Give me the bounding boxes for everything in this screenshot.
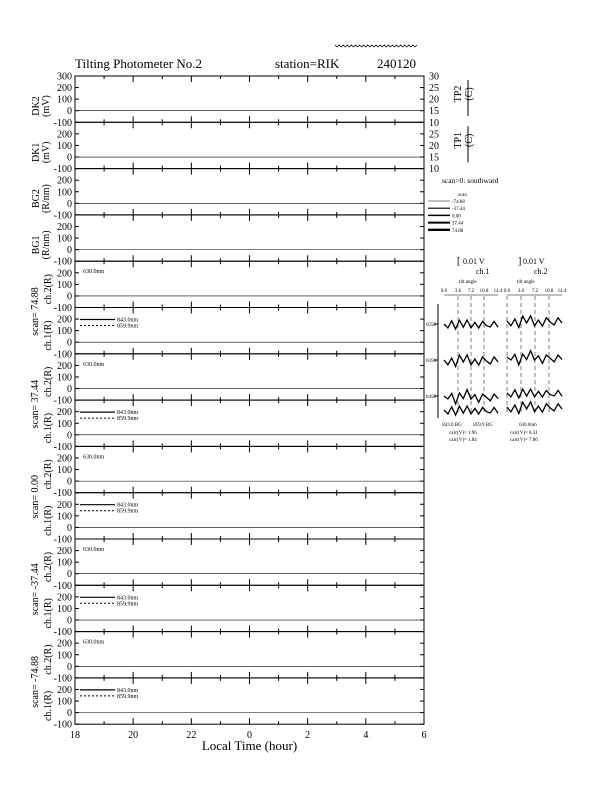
mini-trace (507, 389, 562, 398)
legend-859: 859.9nm (117, 323, 139, 330)
wavelength-note: 630.0nm (83, 361, 105, 368)
right-tick-label: 20 (429, 140, 439, 152)
y-tick-label: 200 (57, 360, 72, 372)
scan-label: scan= -37.44 (30, 563, 41, 616)
panel-unit: (mV) (41, 95, 52, 117)
scan-direction-note: scan>0: southward (442, 176, 499, 185)
panel (43, 308, 424, 361)
tilt-tick-label: 7.2 (531, 289, 539, 294)
y-tick-label: 0 (67, 152, 72, 164)
y-tick-label: 0 (67, 615, 72, 627)
channel-label: ch.1(R) (43, 505, 54, 536)
y-tick-label: -100 (53, 488, 72, 500)
y-tick-label: 200 (57, 129, 72, 141)
panel-label: BG1 (31, 235, 42, 255)
y-tick-label: 100 (57, 372, 72, 384)
panel (31, 215, 424, 268)
y-tick-label: 100 (57, 326, 72, 338)
calc-ch2: calc(V)= 8.31 (510, 431, 538, 436)
y-tick-label: 100 (57, 279, 72, 291)
ch2-scale: 0.01 V (523, 257, 545, 266)
x-axis (70, 730, 427, 753)
wavelength-note: 630.0nm (83, 639, 105, 646)
channel-label: ch.2(R) (43, 366, 54, 397)
y-tick-label: -100 (53, 256, 72, 268)
legend-859: 859.9nm (117, 693, 139, 700)
calc-ch1: calc(V)= 1.96 (449, 431, 477, 436)
station-label: station=RIK (275, 56, 340, 71)
y-tick-label: -100 (53, 534, 72, 546)
x-tick-label: 4 (363, 730, 369, 742)
ch2-label: ch.2 (534, 267, 548, 276)
y-tick-label: -100 (53, 441, 72, 453)
right-tick-label: 15 (429, 106, 439, 118)
panel-frame (75, 169, 424, 215)
panel (31, 72, 475, 129)
mini-trace (507, 316, 562, 328)
y-tick-label: 100 (57, 557, 72, 569)
scan-legend-value: 74.88 (452, 228, 464, 234)
scan-legend-value: 0.00 (452, 214, 461, 220)
y-tick-label: -100 (53, 395, 72, 407)
right-tick-label: 25 (429, 83, 439, 95)
y-tick-label: 100 (57, 650, 72, 662)
y-tick-label: 200 (57, 175, 72, 187)
channel-label: ch.1(R) (43, 598, 54, 629)
y-tick-label: 200 (57, 407, 72, 419)
y-tick-label: 0 (67, 569, 72, 581)
panel (43, 400, 424, 453)
scan-legend-value: -37.44 (452, 207, 465, 213)
panel-frame (75, 400, 424, 446)
tilt-tick-label: 14.4 (493, 289, 503, 294)
scan-legend-value: -74.88 (452, 200, 465, 205)
legend-843: 843.0nm (117, 317, 139, 324)
right-tick-label: 25 (429, 129, 439, 141)
y-tick-label: 0 (67, 522, 72, 534)
mini-bottom-label: 630.0nm (519, 423, 537, 428)
temp-unit: (C) (464, 87, 475, 101)
y-tick-label: 200 (57, 684, 72, 696)
mini-row-label: 0356 (426, 359, 436, 364)
bracket-icon: ] (518, 256, 522, 267)
panel (43, 678, 424, 731)
mini-bottom-label: 859.9 BG (473, 423, 493, 428)
ch1-scale: 0.01 V (463, 257, 485, 266)
y-tick-label: 0 (67, 106, 72, 118)
panel-unit: (mV) (41, 141, 52, 164)
wavelength-note: 630.0nm (83, 269, 105, 276)
y-tick-label: -100 (53, 164, 72, 176)
y-tick-label: 200 (57, 83, 72, 95)
figure-title: Tilting Photometer No.2 (75, 56, 203, 71)
y-tick-label: -100 (53, 627, 72, 639)
y-tick-label: 0 (67, 291, 72, 303)
y-tick-label: 0 (67, 661, 72, 673)
y-tick-label: 300 (57, 71, 72, 83)
y-tick-label: 100 (57, 696, 72, 708)
panel-unit: (R/nm) (41, 184, 52, 214)
panel (30, 446, 424, 518)
right-tick-label: 15 (429, 152, 439, 164)
legend-859: 859.9nm (117, 601, 139, 608)
legend-843: 843.0nm (117, 595, 139, 602)
scan-label: scan= 37.44 (30, 379, 41, 429)
y-tick-label: 200 (57, 592, 72, 604)
y-tick-label: 200 (57, 453, 72, 465)
tilt-tick-label: 0.0 (440, 289, 448, 294)
panel-frame (75, 76, 424, 122)
tilt-label-ch2: tilt angle (517, 280, 535, 285)
x-tick-label: 18 (70, 730, 80, 742)
channel-label: ch.2(R) (43, 551, 54, 583)
wavelength-note: 630.0nm (83, 547, 105, 553)
tilt-tick-label: 3.6 (454, 289, 462, 294)
y-tick-label: 200 (57, 638, 72, 650)
y-tick-label: 100 (57, 233, 72, 245)
panel-label: DK2 (31, 96, 42, 116)
x-tick-label: 6 (421, 730, 427, 742)
y-tick-label: 100 (57, 465, 72, 477)
y-tick-label: -100 (53, 117, 72, 129)
y-tick-label: 0 (67, 384, 72, 396)
legend-843: 843.0nm (117, 502, 139, 509)
panel-frame (75, 261, 424, 307)
panel (43, 585, 424, 638)
right-tick-label: 20 (429, 94, 439, 106)
panel-frame (75, 308, 424, 354)
tilt-tick-label: 3.6 (517, 289, 525, 294)
tilt-tick-label: 10.8 (479, 289, 489, 294)
y-tick-label: 0 (67, 245, 72, 257)
wavelength-note: 630.0nm (83, 454, 105, 461)
panel (30, 261, 424, 336)
x-axis-label: Local Time (hour) (201, 738, 298, 754)
panel-frame (75, 678, 424, 724)
x-tick-label: 22 (186, 730, 197, 742)
right-tick-label: 10 (429, 164, 439, 176)
tilt-tick-label: 7.2 (467, 289, 475, 294)
panel-frame (75, 122, 424, 168)
y-tick-label: 0 (67, 198, 72, 210)
mini-trace (507, 402, 562, 414)
mini-row-label: 0456 (426, 395, 436, 400)
scan-legend-value: 37.44 (452, 221, 464, 227)
y-tick-label: 200 (57, 221, 72, 233)
calc-ch1: calc(V)= 1.84 (449, 438, 477, 443)
panel-stack (0, 45, 475, 731)
scan-label: scan= -74.88 (30, 656, 41, 708)
legend-843: 843.0nm (117, 687, 139, 694)
date-label: 240120 (377, 56, 416, 71)
mini-bottom-label: 843.0 BG (442, 423, 462, 428)
y-tick-label: -100 (53, 210, 72, 222)
y-tick-label: 200 (57, 499, 72, 511)
channel-label: ch.2(R) (43, 459, 54, 490)
right-tick-label: 30 (429, 71, 439, 83)
tilt-tick-label: 0.0 (503, 289, 511, 294)
scan-label: scan= 0.00 (30, 474, 41, 519)
legend-843: 843.0nm (117, 410, 139, 417)
y-tick-label: 0 (67, 337, 72, 349)
bracket-icon: [ (457, 256, 461, 267)
panel-frame (75, 632, 424, 678)
ch1-label: ch.1 (476, 267, 490, 276)
y-tick-label: 100 (57, 603, 72, 615)
scan-label: scan= 74.88 (30, 287, 41, 336)
legend-859: 859.9nm (117, 508, 139, 515)
legend-859: 859.9nm (117, 416, 139, 423)
y-tick-label: 200 (57, 546, 72, 558)
channel-label: ch.2(R) (43, 274, 54, 305)
tilt-label-ch1: tilt angle (459, 280, 477, 285)
scan-legend-title: scan (458, 193, 467, 198)
panel-frame (75, 446, 424, 492)
channel-label: ch.2(R) (43, 644, 54, 675)
y-tick-label: 0 (67, 708, 72, 720)
channel-label: ch.1(R) (43, 690, 54, 722)
panel-frame (75, 215, 424, 261)
channel-label: ch.1(R) (43, 320, 54, 351)
panel-unit: (R/nm) (41, 230, 52, 260)
panel-frame (75, 585, 424, 631)
y-tick-label: 200 (57, 268, 72, 280)
top-wave-line (335, 45, 417, 47)
panel (31, 122, 475, 175)
panel (43, 493, 424, 546)
y-tick-label: 0 (67, 476, 72, 488)
y-tick-label: 100 (57, 418, 72, 430)
y-tick-label: 0 (67, 430, 72, 442)
tilt-tick-label: 10.8 (544, 289, 554, 294)
y-tick-label: 200 (57, 314, 72, 326)
panel-frame (75, 493, 424, 539)
panel (31, 169, 424, 222)
panel-label: BG2 (31, 189, 42, 209)
y-tick-label: -100 (53, 303, 72, 314)
side-legend (426, 176, 567, 443)
tilt-tick-label: 14.4 (557, 289, 567, 294)
panel-frame (75, 539, 424, 585)
mini-trace (507, 351, 562, 365)
y-tick-label: 100 (57, 94, 72, 106)
channel-label: ch.1(R) (43, 412, 54, 444)
y-tick-label: 100 (57, 140, 72, 152)
x-tick-label: 20 (128, 730, 139, 742)
y-tick-label: -100 (53, 349, 72, 361)
temp-unit: (C) (464, 133, 475, 147)
right-tick-label: 10 (429, 117, 439, 129)
panel-frame (75, 354, 424, 400)
temp-label: TP1 (453, 131, 464, 149)
calc-ch2: calc(V)= 7.86 (510, 438, 538, 443)
y-tick-label: 100 (57, 511, 72, 523)
panel (30, 354, 424, 429)
y-tick-label: 100 (57, 187, 72, 199)
x-tick-label: 2 (305, 730, 311, 742)
panel-label: DK1 (31, 142, 42, 163)
y-tick-label: -100 (53, 673, 72, 685)
mini-row-label: 0256 (426, 323, 436, 328)
temp-label: TP2 (453, 85, 464, 103)
y-tick-label: -100 (53, 580, 72, 592)
x-tick-label: 0 (247, 730, 252, 742)
y-tick-label: -100 (53, 719, 72, 731)
